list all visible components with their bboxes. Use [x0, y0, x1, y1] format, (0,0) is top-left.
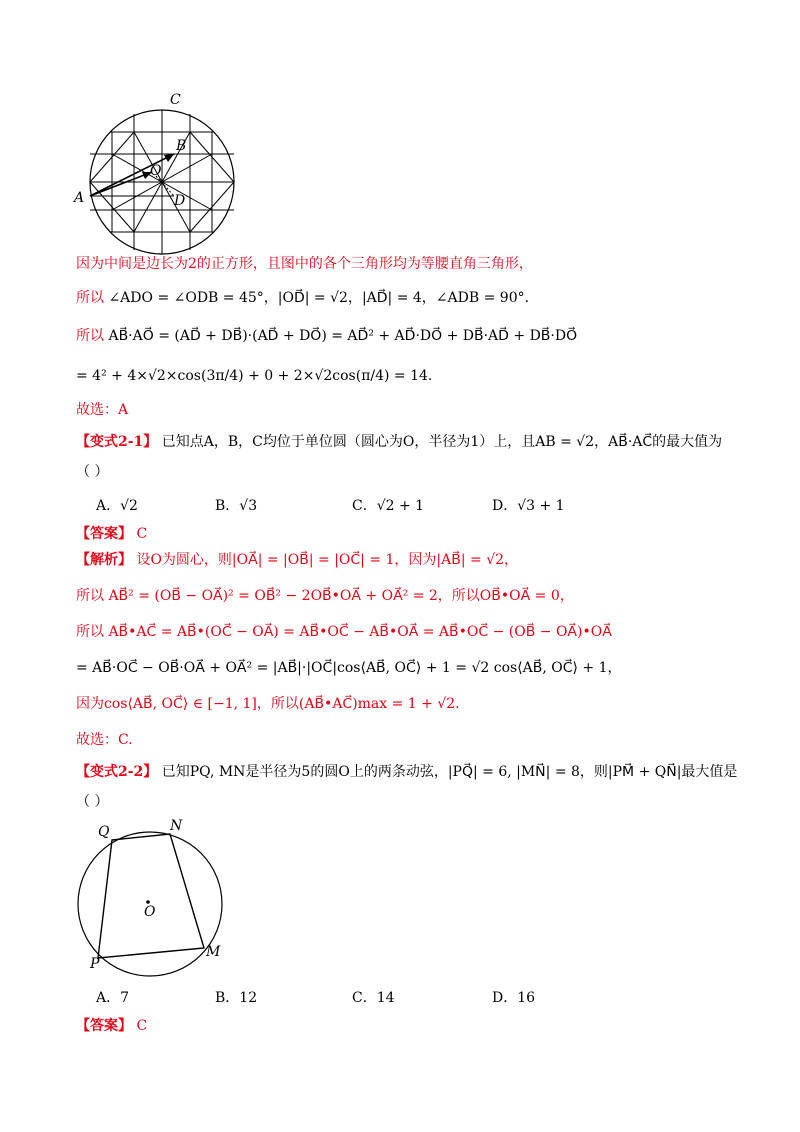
q22-paren: （ ） [76, 794, 109, 810]
q21-analysis-2: 所以 AB⃗² = (OB⃗ − OA⃗)² = OB⃗² − 2OB⃗•OA⃗ + OA⃗² = 2，所以OB⃗•OA⃗ = 0， [76, 588, 574, 604]
q21-analysis-1 [76, 550, 518, 570]
fig2-label-n: N [170, 818, 183, 834]
fig1-label-b: B [176, 138, 187, 154]
sol1-line1: 因为中间是边长为2的正方形，且图中的各个三角形均为等腰直角三角形， [76, 256, 533, 272]
q21-option-b: B．√3 [215, 498, 258, 514]
fig2-label-q: Q [98, 824, 110, 840]
sol1-line3-prefix: 所以 [76, 328, 104, 344]
fig2-label-o: O [144, 904, 156, 920]
sol1-line2-prefix: 所以 [76, 290, 104, 306]
q22-option-b: B．12 [215, 990, 258, 1006]
q22-stem [76, 762, 737, 782]
sol1-line2-math: ∠ADO = ∠ODB = 45°，|OD⃗| = √2，|AD⃗| = 4，∠ADB = 90°. [108, 290, 530, 306]
q22-option-a: A．7 [96, 990, 130, 1006]
q21-option-c: C．√2 + 1 [352, 498, 425, 514]
fig1-label-d: D [174, 193, 186, 209]
figure-circle-square [70, 92, 250, 272]
fig2-label-m: M [206, 944, 221, 960]
q21-analysis-1-text: 设O为圆心，则|OA⃗| = |OB⃗| = |OC⃗| = 1，因为|AB⃗| = √2， [136, 552, 519, 568]
q21-stem [76, 432, 722, 452]
sol1-line3 [76, 326, 577, 346]
q22-answer [76, 1016, 147, 1036]
fig1-label-c: C [170, 92, 181, 108]
q21-stem-text: 已知点A，B，C均位于单位圆（圆心为O，半径为1）上，且AB = √2，AB⃗·AC⃗的最大值为 [161, 434, 723, 450]
sol1-line3-math: AB⃗·AO⃗ = (AD⃗ + DB⃗)·(AD⃗ + DO⃗) = AD⃗² + AD⃗·DO⃗ + DB⃗·AD⃗ + DB⃗·DO⃗ [108, 328, 578, 344]
sol1-line2 [76, 288, 529, 308]
q21-answer-value: C [136, 526, 148, 542]
sol1-answer: 故选：A [76, 402, 129, 418]
q22-stem-text: 已知PQ, MN是半径为5的圆O上的两条动弦，|PQ⃗| = 6, |MN⃗| = 8，则|PM⃗ + QN⃗|最大值是 [161, 764, 738, 780]
fig1-label-o: O [150, 163, 162, 179]
q21-option-a: A．√2 [96, 498, 138, 514]
q21-option-d: D．√3 + 1 [492, 498, 565, 514]
q21-tag: 【变式2-1】 [76, 434, 158, 450]
q21-analysis-5: 因为cos⟨AB⃗, OC⃗⟩ ∈ [−1, 1]，所以(AB⃗•AC⃗)max = 1 + √2. [76, 696, 460, 712]
q21-paren: （ ） [76, 464, 109, 480]
q21-answer-tag: 【答案】 [76, 526, 132, 542]
q21-answer [76, 524, 147, 544]
q21-conclusion: 故选：C. [76, 732, 133, 748]
fig1-label-a: A [74, 190, 85, 206]
q22-answer-value: C [136, 1018, 148, 1034]
q22-option-d: D．16 [492, 990, 536, 1006]
q21-analysis-3: 所以 AB⃗•AC⃗ = AB⃗•(OC⃗ − OA⃗) = AB⃗•OC⃗ − AB⃗•OA⃗ = AB⃗•OC⃗ − (OB⃗ − OA⃗)•OA⃗ [76, 624, 612, 640]
sol1-line4: = 4² + 4×√2×cos(3π/4) + 0 + 2×√2cos(π/4) = 14. [76, 368, 433, 384]
q22-tag: 【变式2-2】 [76, 764, 158, 780]
q22-option-c: C．14 [352, 990, 395, 1006]
fig2-label-p: P [90, 956, 100, 972]
q21-analysis-4: = AB⃗·OC⃗ − OB⃗·OA⃗ + OA⃗² = |AB⃗|·|OC⃗|cos⟨AB⃗, OC⃗⟩ + 1 = √2 cos⟨AB⃗, OC⃗⟩ + 1， [76, 660, 622, 676]
q21-analysis-tag: 【解析】 [76, 552, 132, 568]
q22-answer-tag: 【答案】 [76, 1018, 132, 1034]
